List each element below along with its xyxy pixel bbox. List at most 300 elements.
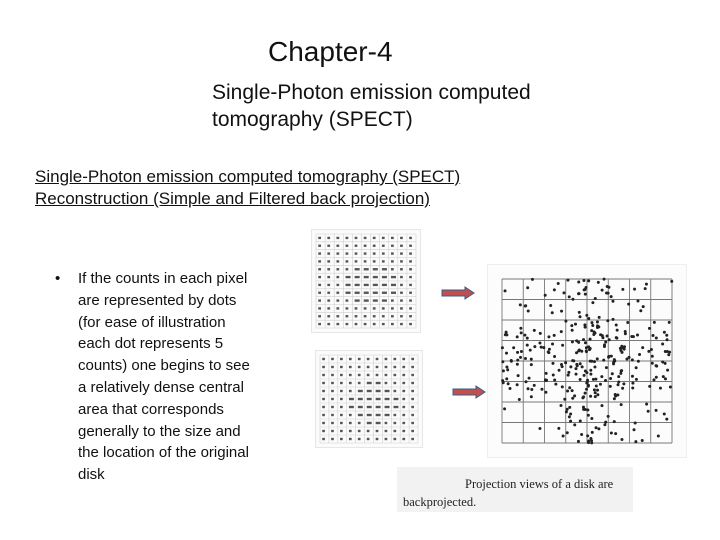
count-dot [569, 413, 572, 416]
count-dot [505, 331, 508, 334]
matrix-cell-mark [336, 299, 339, 301]
count-dot [539, 332, 542, 335]
slide-subtitle: Single-Photon emission computed tomography (SPECT) [212, 81, 531, 131]
matrix-cell-mark [394, 366, 397, 368]
count-dot [604, 341, 607, 344]
matrix-cell-mark [346, 252, 349, 254]
right-arrow-shape [442, 287, 474, 299]
count-dot [566, 390, 569, 393]
count-dot [559, 404, 562, 407]
matrix-cell-mark [327, 268, 330, 270]
matrix-cell-mark [340, 366, 343, 368]
count-dot [587, 414, 590, 417]
count-dot [505, 377, 508, 380]
matrix-cell-mark [318, 315, 321, 317]
count-dot [506, 368, 509, 371]
matrix-cell-mark [373, 260, 376, 262]
count-dot [542, 346, 545, 349]
matrix-cell-mark [331, 430, 334, 432]
count-dot [661, 361, 664, 364]
matrix-cell-mark [376, 430, 379, 432]
matrix-cell-mark [391, 237, 394, 239]
count-dot [552, 374, 555, 377]
matrix-cell-mark [402, 430, 405, 432]
matrix-cell-mark [364, 315, 367, 317]
matrix-cell-mark [358, 390, 363, 392]
matrix-cell-mark [402, 366, 405, 368]
matrix-cell-mark [336, 252, 339, 254]
matrix-cell-mark [411, 422, 414, 424]
count-dot [584, 341, 587, 344]
count-dot [604, 379, 607, 382]
matrix-cell-mark [349, 382, 352, 384]
count-dot [615, 324, 618, 327]
matrix-cell-mark [364, 252, 367, 254]
count-dot [645, 283, 648, 286]
matrix-cell-mark [318, 252, 321, 254]
backprojection-dots-image [487, 264, 687, 458]
count-dot [593, 388, 596, 391]
figure-caption-line1: Projection views of a disk are [465, 477, 614, 491]
count-dot [607, 415, 610, 418]
count-dot [621, 387, 624, 390]
matrix-cell-mark [367, 422, 372, 424]
matrix-cell-mark [409, 323, 412, 325]
count-dot [523, 334, 526, 337]
matrix-cell-mark [376, 398, 381, 400]
count-dot [504, 289, 507, 292]
matrix-cell-mark [355, 260, 358, 262]
count-dot [561, 385, 564, 388]
count-dot [626, 321, 629, 324]
count-dot [612, 318, 615, 321]
matrix-cell-mark [322, 438, 325, 440]
count-dot [637, 360, 640, 363]
count-dot [577, 341, 580, 344]
matrix-cell-mark [358, 414, 363, 416]
matrix-cell-mark [382, 276, 387, 278]
count-dot [590, 417, 593, 420]
matrix-cell-mark [385, 382, 388, 384]
count-dot [644, 287, 647, 290]
matrix-cell-mark [367, 398, 372, 400]
matrix-cell-mark [382, 315, 385, 317]
count-dot [598, 316, 601, 319]
count-dot [554, 383, 557, 386]
count-dot [553, 378, 556, 381]
matrix-cell-mark [409, 284, 412, 286]
matrix-cell-mark [402, 382, 405, 384]
matrix-cell-mark [355, 268, 360, 270]
matrix-cell-mark [367, 358, 370, 360]
count-dot [565, 410, 568, 413]
count-dot [578, 348, 581, 351]
count-dot [517, 374, 520, 377]
count-dot [609, 377, 612, 380]
count-dot [520, 331, 523, 334]
matrix-cell-mark [322, 390, 325, 392]
count-dot [641, 439, 644, 442]
matrix-cell-mark [400, 268, 403, 270]
count-dot [582, 338, 585, 341]
count-dot [577, 280, 580, 283]
count-dot [667, 353, 670, 356]
count-dot [553, 355, 556, 358]
matrix-cell-mark [382, 252, 385, 254]
count-dot [505, 333, 508, 336]
count-dot [558, 369, 561, 372]
count-dot [664, 377, 667, 380]
count-dot [596, 357, 599, 360]
count-dot [586, 434, 589, 437]
count-dot [531, 278, 534, 281]
count-dot [602, 359, 605, 362]
matrix-cell-mark [400, 307, 403, 309]
count-dot [540, 346, 543, 349]
matrix-cell-mark [318, 268, 321, 270]
matrix-cell-mark [355, 284, 360, 286]
count-dot [647, 410, 650, 413]
count-dot [612, 361, 615, 364]
count-dot [502, 369, 505, 372]
matrix-cell-mark [394, 406, 399, 408]
matrix-cell-mark [355, 307, 358, 309]
count-dot [583, 374, 586, 377]
matrix-cell-mark [373, 237, 376, 239]
count-dot [638, 353, 641, 356]
matrix-cell-mark [367, 414, 372, 416]
count-dot [568, 415, 571, 418]
matrix-cell-mark [409, 299, 412, 301]
matrix-cell-mark [391, 268, 394, 270]
count-dot [575, 351, 578, 354]
matrix-cell-mark [391, 276, 396, 278]
count-dot [561, 365, 564, 368]
matrix-cell-mark [322, 414, 325, 416]
matrix-cell-mark [400, 315, 403, 317]
matrix-cell-mark [373, 284, 378, 286]
matrix-cell-mark [402, 374, 405, 376]
right-arrow-icon [452, 385, 486, 399]
count-dot [585, 381, 588, 384]
matrix-cell-mark [400, 252, 403, 254]
matrix-cell-mark [340, 414, 343, 416]
matrix-cell-mark [385, 430, 388, 432]
count-dot [566, 431, 569, 434]
matrix-cell-mark [385, 406, 390, 408]
matrix-cell-mark [336, 292, 339, 294]
matrix-cell-mark [402, 414, 405, 416]
count-dot [589, 395, 592, 398]
matrix-cell-mark [358, 430, 361, 432]
count-dot [600, 375, 603, 378]
count-dot [652, 378, 655, 381]
matrix-cell-mark [331, 406, 334, 408]
count-dot [527, 310, 530, 313]
count-dot [519, 303, 522, 306]
count-dot [544, 391, 547, 394]
matrix-cell-mark [382, 268, 387, 270]
count-dot [635, 366, 638, 369]
matrix-cell-mark [349, 390, 352, 392]
count-dot [634, 440, 637, 443]
count-dot [519, 327, 522, 330]
matrix-cell-mark [364, 292, 369, 294]
matrix-cell-mark [336, 237, 339, 239]
matrix-cell-mark [346, 237, 349, 239]
matrix-cell-mark [400, 299, 403, 301]
count-dot [593, 365, 596, 368]
count-dot [633, 428, 636, 431]
count-dot [573, 394, 576, 397]
count-dot [530, 388, 533, 391]
matrix-cell-mark [391, 284, 396, 286]
matrix-cell-mark [391, 292, 396, 294]
matrix-cell-mark [409, 268, 412, 270]
matrix-cell-mark [385, 414, 390, 416]
count-dot [631, 382, 634, 385]
matrix-cell-mark [327, 284, 330, 286]
count-dot [624, 332, 627, 335]
count-dot [571, 389, 574, 392]
count-dot [578, 311, 581, 314]
matrix-cell-mark [400, 323, 403, 325]
matrix-cell-mark [376, 422, 381, 424]
count-dot [538, 341, 541, 344]
matrix-cell-mark [331, 382, 334, 384]
count-dot [645, 403, 648, 406]
count-dot [586, 408, 589, 411]
count-dot [574, 323, 577, 326]
count-dot [501, 346, 504, 349]
count-dot [661, 343, 664, 346]
matrix-cell-mark [322, 422, 325, 424]
matrix-cell-mark [327, 276, 330, 278]
chapter-title: Chapter-4 [268, 36, 393, 67]
count-dot [520, 350, 523, 353]
count-dot [529, 349, 532, 352]
count-dot [566, 279, 569, 282]
matrix-cell-mark [391, 299, 394, 301]
matrix-cell-mark [340, 382, 343, 384]
matrix-cell-mark [349, 366, 352, 368]
matrix-cell-mark [349, 374, 352, 376]
matrix-cell-mark [364, 268, 369, 270]
count-dot [621, 288, 624, 291]
count-dot [585, 371, 588, 374]
matrix-cell-mark [346, 268, 349, 270]
matrix-cell-mark [394, 438, 397, 440]
count-dot [545, 372, 548, 375]
matrix-cell-mark [340, 438, 343, 440]
matrix-cell-mark [331, 374, 334, 376]
count-dot [621, 346, 624, 349]
count-dot [533, 329, 536, 332]
count-dot [569, 365, 572, 368]
matrix-cell-mark [349, 406, 354, 408]
matrix-cell-mark [340, 390, 343, 392]
count-dot [597, 281, 600, 284]
matrix-cell-mark [336, 245, 339, 247]
matrix-cell-mark [340, 374, 343, 376]
matrix-cell-mark [318, 292, 321, 294]
matrix-cell-mark [376, 390, 381, 392]
count-dot [615, 337, 618, 340]
matrix-cell-mark [367, 430, 370, 432]
matrix-cell-mark [327, 260, 330, 262]
count-dot [603, 278, 606, 281]
count-dot [560, 310, 563, 313]
matrix-cell-mark [382, 284, 387, 286]
count-dot [648, 327, 651, 330]
count-dot [516, 363, 519, 366]
matrix-cell-mark [409, 245, 412, 247]
matrix-cell-mark [346, 315, 349, 317]
matrix-cell-mark [331, 398, 334, 400]
matrix-cell-mark [376, 438, 379, 440]
count-dot [579, 419, 582, 422]
count-dot [666, 369, 669, 372]
matrix-cell-mark [327, 323, 330, 325]
count-dot [579, 315, 582, 318]
count-dot [599, 333, 602, 336]
count-dot [585, 388, 588, 391]
count-dot [625, 357, 628, 360]
count-dot [606, 319, 609, 322]
count-dot [566, 408, 569, 411]
count-dot [655, 365, 658, 368]
matrix-cell-mark [327, 315, 330, 317]
count-dot [544, 294, 547, 297]
count-dot [609, 385, 612, 388]
matrix-cell-mark [318, 276, 321, 278]
matrix-cell-mark [349, 438, 352, 440]
count-dot [516, 359, 519, 362]
matrix-cell-mark [373, 307, 376, 309]
count-dot [509, 387, 512, 390]
count-dot [547, 351, 550, 354]
count-dot [530, 395, 533, 398]
matrix-cell-mark [358, 366, 361, 368]
matrix-cell-mark [382, 323, 385, 325]
matrix-cell-mark [391, 245, 394, 247]
count-dot [596, 324, 599, 327]
matrix-cell-mark [385, 398, 390, 400]
count-dot [585, 314, 588, 317]
matrix-cell-mark [394, 398, 399, 400]
count-dot [585, 350, 588, 353]
count-dot [594, 391, 597, 394]
count-dot [516, 351, 519, 354]
count-dot [659, 387, 662, 390]
matrix-cell-mark [349, 414, 352, 416]
matrix-cell-mark [382, 237, 385, 239]
count-dot [590, 441, 593, 444]
matrix-cell-mark [385, 422, 388, 424]
matrix-cell-mark [394, 358, 397, 360]
count-dot [551, 362, 554, 365]
matrix-cell-mark [409, 260, 412, 262]
matrix-cell-mark [349, 430, 352, 432]
bullet-text: If the counts in each pixel are represented by dots (for ease of illustration each dot represents 5 counts) one begins to see a relatively dense central area that corresponds generally to the size and the location of the original disk [78, 270, 250, 484]
count-dot [636, 300, 639, 303]
count-dot [553, 334, 556, 337]
count-dot [568, 295, 571, 298]
matrix-cell-mark [364, 276, 369, 278]
matrix-cell-mark [340, 430, 343, 432]
count-dot [594, 395, 597, 398]
count-dot [579, 362, 582, 365]
count-dot [651, 362, 654, 365]
count-dot [663, 331, 666, 334]
matrix-cell-mark [411, 430, 414, 432]
count-dot [595, 384, 598, 387]
count-dot [545, 379, 548, 382]
matrix-cell-mark [400, 284, 403, 286]
count-dot [613, 397, 616, 400]
matrix-cell-mark [373, 292, 378, 294]
count-dot [599, 383, 602, 386]
matrix-cell-mark [355, 323, 358, 325]
count-dot [641, 346, 644, 349]
count-dot [613, 420, 616, 423]
count-dot [571, 329, 574, 332]
matrix-cell-mark [318, 260, 321, 262]
count-dot [551, 342, 554, 345]
matrix-cell-mark [358, 438, 361, 440]
count-dot [570, 324, 573, 327]
count-dot [668, 321, 671, 324]
matrix-cell-mark [358, 398, 363, 400]
matrix-cell-mark [411, 414, 414, 416]
count-dot [652, 334, 655, 337]
matrix-cell-mark [385, 438, 388, 440]
count-dot [574, 367, 577, 370]
count-dot [631, 375, 634, 378]
count-dot [594, 297, 597, 300]
count-dot [526, 286, 529, 289]
count-dot [596, 320, 599, 323]
matrix-cell-mark [411, 398, 414, 400]
matrix-cell-mark [373, 315, 376, 317]
count-dot [630, 335, 633, 338]
figure-caption-line2: backprojected. [403, 495, 477, 509]
matrix-cell-mark [318, 237, 321, 239]
count-dot [533, 384, 536, 387]
count-matrix-image-top [311, 229, 421, 333]
matrix-cell-mark [336, 315, 339, 317]
count-dot [579, 378, 582, 381]
matrix-cell-mark [364, 284, 369, 286]
matrix-cell-mark [411, 438, 414, 440]
count-dot [503, 407, 506, 410]
count-dot [540, 388, 543, 391]
matrix-cell-mark [373, 245, 376, 247]
count-dot [666, 350, 669, 353]
matrix-cell-mark [331, 414, 334, 416]
matrix-cell-mark [327, 307, 330, 309]
count-dot [587, 317, 590, 320]
matrix-cell-mark [391, 315, 394, 317]
count-dot [655, 376, 658, 379]
matrix-cell-mark [391, 260, 394, 262]
matrix-cell-mark [322, 374, 325, 376]
count-dot [596, 393, 599, 396]
count-dot [572, 359, 575, 362]
matrix-cell-mark [385, 374, 388, 376]
matrix-cell-mark [411, 374, 414, 376]
matrix-cell-mark [327, 252, 330, 254]
